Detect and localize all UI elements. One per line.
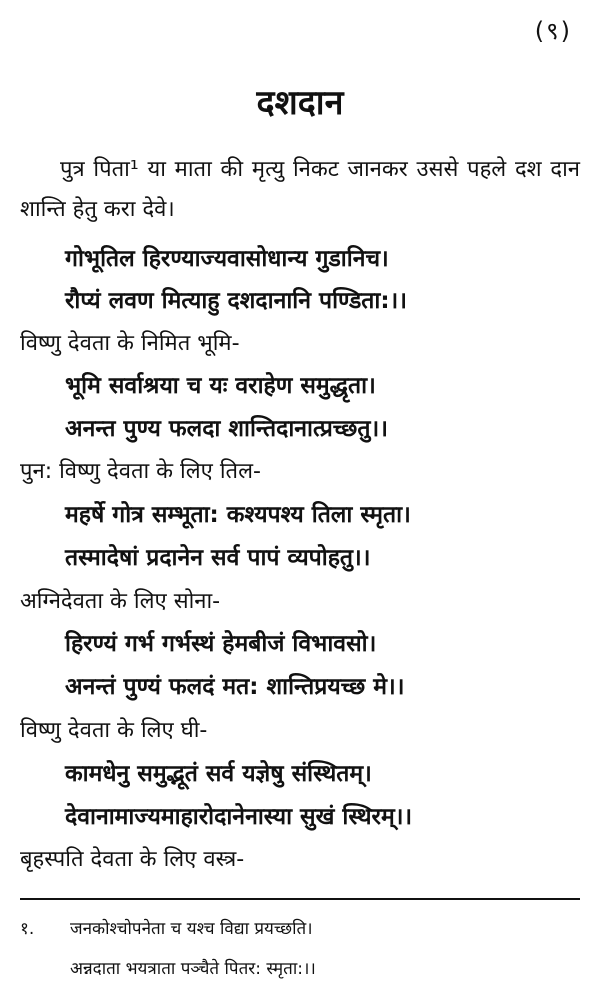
section2-heading: पुन: विष्णु देवता के लिए तिल- xyxy=(20,459,261,484)
section4-line2: देवानामाज्यमाहारोदानेनास्या सुखं स्थिरम्।। xyxy=(65,804,413,830)
section2-line2: तस्मादेषां प्रदानेन सर्व पापं व्यपोहतु।। xyxy=(65,545,371,571)
section1-heading: विष्णु देवता के निमित भूमि- xyxy=(20,331,240,356)
footnote-line2: अन्नदाता भयत्राता पञ्चैते पितर: स्मृता:।। xyxy=(70,959,316,979)
footnote-divider xyxy=(20,898,580,900)
section3-line1: हिरण्यं गर्भ गर्भस्थं हेमबीजं विभावसो। xyxy=(65,631,377,657)
section3-heading: अग्निदेवता के लिए सोना- xyxy=(20,589,221,614)
section4-heading: विष्णु देवता के लिए घी- xyxy=(20,718,208,743)
section1-line2: अनन्त पुण्य फलदा शान्तिदानात्प्रच्छतु।। xyxy=(65,416,388,442)
page-title: दशदान xyxy=(256,83,344,123)
section3-line2: अनन्तं पुण्यं फलदं मत: शान्तिप्रयच्छ मे।। xyxy=(65,674,405,700)
section1-line1: भूमि सर्वाश्रया च यः वराहेण समुद्धृता। xyxy=(65,373,376,399)
section4-line1: कामधेनु समुद्भूतं सर्व यज्ञेषु संस्थितम्। xyxy=(65,761,372,787)
footnote-marker: १. xyxy=(20,919,35,939)
verse1-line1: गोभूतिल हिरण्याज्यवासोधान्य गुडानिच। xyxy=(65,246,389,272)
intro-paragraph: पुत्र पिता¹ या माता की मृत्यु निकट जानकर उससे पहले दश दान शान्ति हेतु करा देवे। xyxy=(20,157,580,222)
verse1-line2: रौप्यं लवण मित्याहु दशदानानि पण्डिता:।। xyxy=(65,288,407,314)
section2-line1: महर्षे गोत्र सम्भूता: कश्यपश्य तिला स्मृता। xyxy=(65,502,411,528)
page-number: (९) xyxy=(534,17,572,45)
footnote-line1: जनकोश्चोपनेता च यश्च विद्या प्रयच्छति। xyxy=(70,919,313,939)
section5-heading: बृहस्पति देवता के लिए वस्त्र- xyxy=(20,847,245,872)
